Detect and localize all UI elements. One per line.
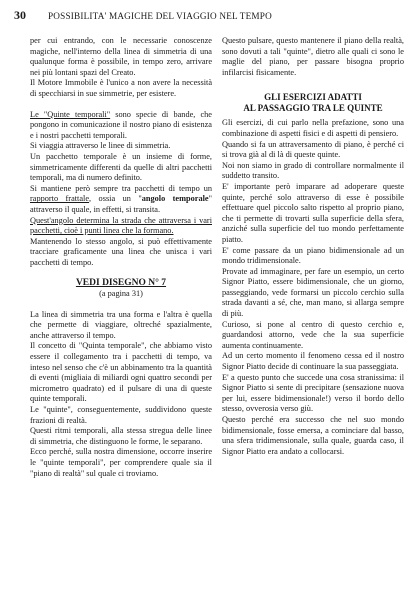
paragraph: [30, 110, 212, 142]
paragraph-text: Si mantiene però sempre tra pacchetti di tempo un: [30, 183, 212, 193]
paragraph: Provate ad immaginare, per fare un esempio, un certo Signor Piatto, essere bidimensionale, che un giorno, passeggiando, vede formarsi un piccolo cerchio sulla strada davanti a sé, che, man mano, si allarga sempre di più.: [222, 266, 404, 319]
paragraph: Noi non siamo in grado di controllare normalmente il suddetto transito.: [222, 160, 404, 181]
underlined-term: rapporto frattale: [30, 194, 90, 204]
figure-reference: VEDI DISEGNO N° 7: [75, 278, 167, 289]
paragraph: Questo pulsare, questo mantenere il piano della realtà, sono dovuti a tali "quinte", dietro alle quali ci sono le maglie del piano, per passare bisogna proprio infilarcisi fisicamente.: [222, 36, 404, 77]
paragraph: E' importante però imparare ad adoperare queste quinte, perché solo attraverso di esse è possibile effettuare quel piccolo salto rispetto al proprio piano, che ti permette di trovarti sulla superficie della sfera, anziché sulla superficie del tuo mondo perfettamente piatto.: [222, 181, 404, 244]
paragraph: Le "quinte", conseguentemente, suddividono queste frazioni di realtà.: [30, 405, 212, 425]
paragraph: La linea di simmetria tra una forma e l'altra è quella che permette di viaggiare, oltreché spazialmente, anche attraverso il tempo.: [30, 309, 212, 340]
paragraph: Ecco perché, sulla nostra dimensione, occorre inserire le "quinte temporali", per comprendere quale sia il "piano di realtà" sul quale ci troviamo.: [30, 447, 212, 478]
figure-page-reference: (a pagina 31): [99, 289, 143, 299]
paragraph: Curioso, si pone al centro di questo cerchio e, guardandosi attorno, vede che la sua superficie aumenta continuamente.: [222, 319, 404, 350]
heading-line: GLI ESERCIZI ADATTI: [264, 92, 362, 103]
underlined-term: Le "Quinte temporali": [30, 109, 111, 119]
paragraph: Questo perché era successo che nel suo mondo bidimensionale, fosse emersa, a cominciare dal basso, una sfera tridimensionale, sulla quale, guarda caso, il Signor Piatto era andato a collocarsi.: [222, 415, 404, 456]
paragraph: per cui entrando, con le necessarie conoscenze magiche, nell'interno della linea di simmetria di una qualunque forma è possibile, in tempo zero, arrivare nei più lontani spazi del Creato.: [30, 36, 212, 77]
paragraph-text: , ossia un ": [89, 194, 142, 204]
bold-term: angolo temporale: [141, 194, 209, 204]
paragraph: Ad un certo momento il fenomeno cessa ed il nostro Signor Piatto decide di continuare la sua passeggiata.: [222, 351, 404, 372]
underlined-paragraph: Quest'angolo determina la strada che attraversa i vari pacchetti, cioè i punti linea che la formano.: [30, 215, 212, 236]
paragraph: Gli esercizi, di cui parlo nella prefazione, sono una combinazione di aspetti fisici e di aspetti di pensiero.: [222, 118, 404, 138]
paragraph: Il Motore Immobile è l'unico a non avere la necessità di specchiarsi in sue simmetrie, per esistere.: [30, 78, 212, 98]
paragraph-text: sono specie di bande, che pongono in comunicazione il nostro piano di esistenza e i nostri pacchetti temporali.: [30, 109, 212, 140]
paragraph: [30, 184, 212, 216]
page-number: 30: [14, 8, 26, 22]
right-column: [222, 36, 404, 457]
paragraph: E' come passare da un piano bidimensionale ad un mondo tridimensionale.: [222, 245, 404, 266]
running-title: POSSIBILITA' MAGICHE DEL VIAGGIO NEL TEMPO: [48, 11, 272, 21]
paragraph-text: " attraverso il quale, in effetti, si transita.: [30, 194, 213, 214]
paragraph: Questi ritmi temporali, alla stessa stregua delle linee di simmetria, che distinguono le forme, le separano.: [30, 426, 212, 446]
paragraph: Il concetto di "Quinta temporale", che abbiamo visto essere il collegamento tra i pacchetti di tempo, va inteso nel senso che c'è un abbinamento tra la quantità di eventi (migliaia di miliardi ogni quattro secondi per micrometro quadrato) ed il pulsare di una di queste quinte temporali.: [30, 341, 212, 404]
left-column: [30, 36, 212, 479]
paragraph: Un pacchetto temporale è un insieme di forme, simmetricamente differenti da quelle di altri pacchetti temporali, ma di numero definito.: [30, 151, 212, 183]
section-heading: [222, 92, 404, 114]
paragraph: Si viaggia attraverso le linee di simmetria.: [30, 141, 171, 151]
paragraph: Quando si fa un attraversamento di piano, è perché ci si trova già al di là di queste quinte.: [222, 139, 404, 160]
heading-line: AL PASSAGGIO TRA LE QUINTE: [243, 103, 383, 114]
page-header: [14, 8, 409, 24]
paragraph: Mantenendo lo stesso angolo, si può effettivamente tracciare graficamente una linea che unisca i vari pacchetti di tempo.: [30, 236, 212, 267]
paragraph: E' a questo punto che succede una cosa stranissima: il Signor Piatto si sente di precipitare (sensazione nuova per lui, essere bidimensionale!) verso il bordo dello stesso, ovverosia verso giù.: [222, 372, 404, 414]
